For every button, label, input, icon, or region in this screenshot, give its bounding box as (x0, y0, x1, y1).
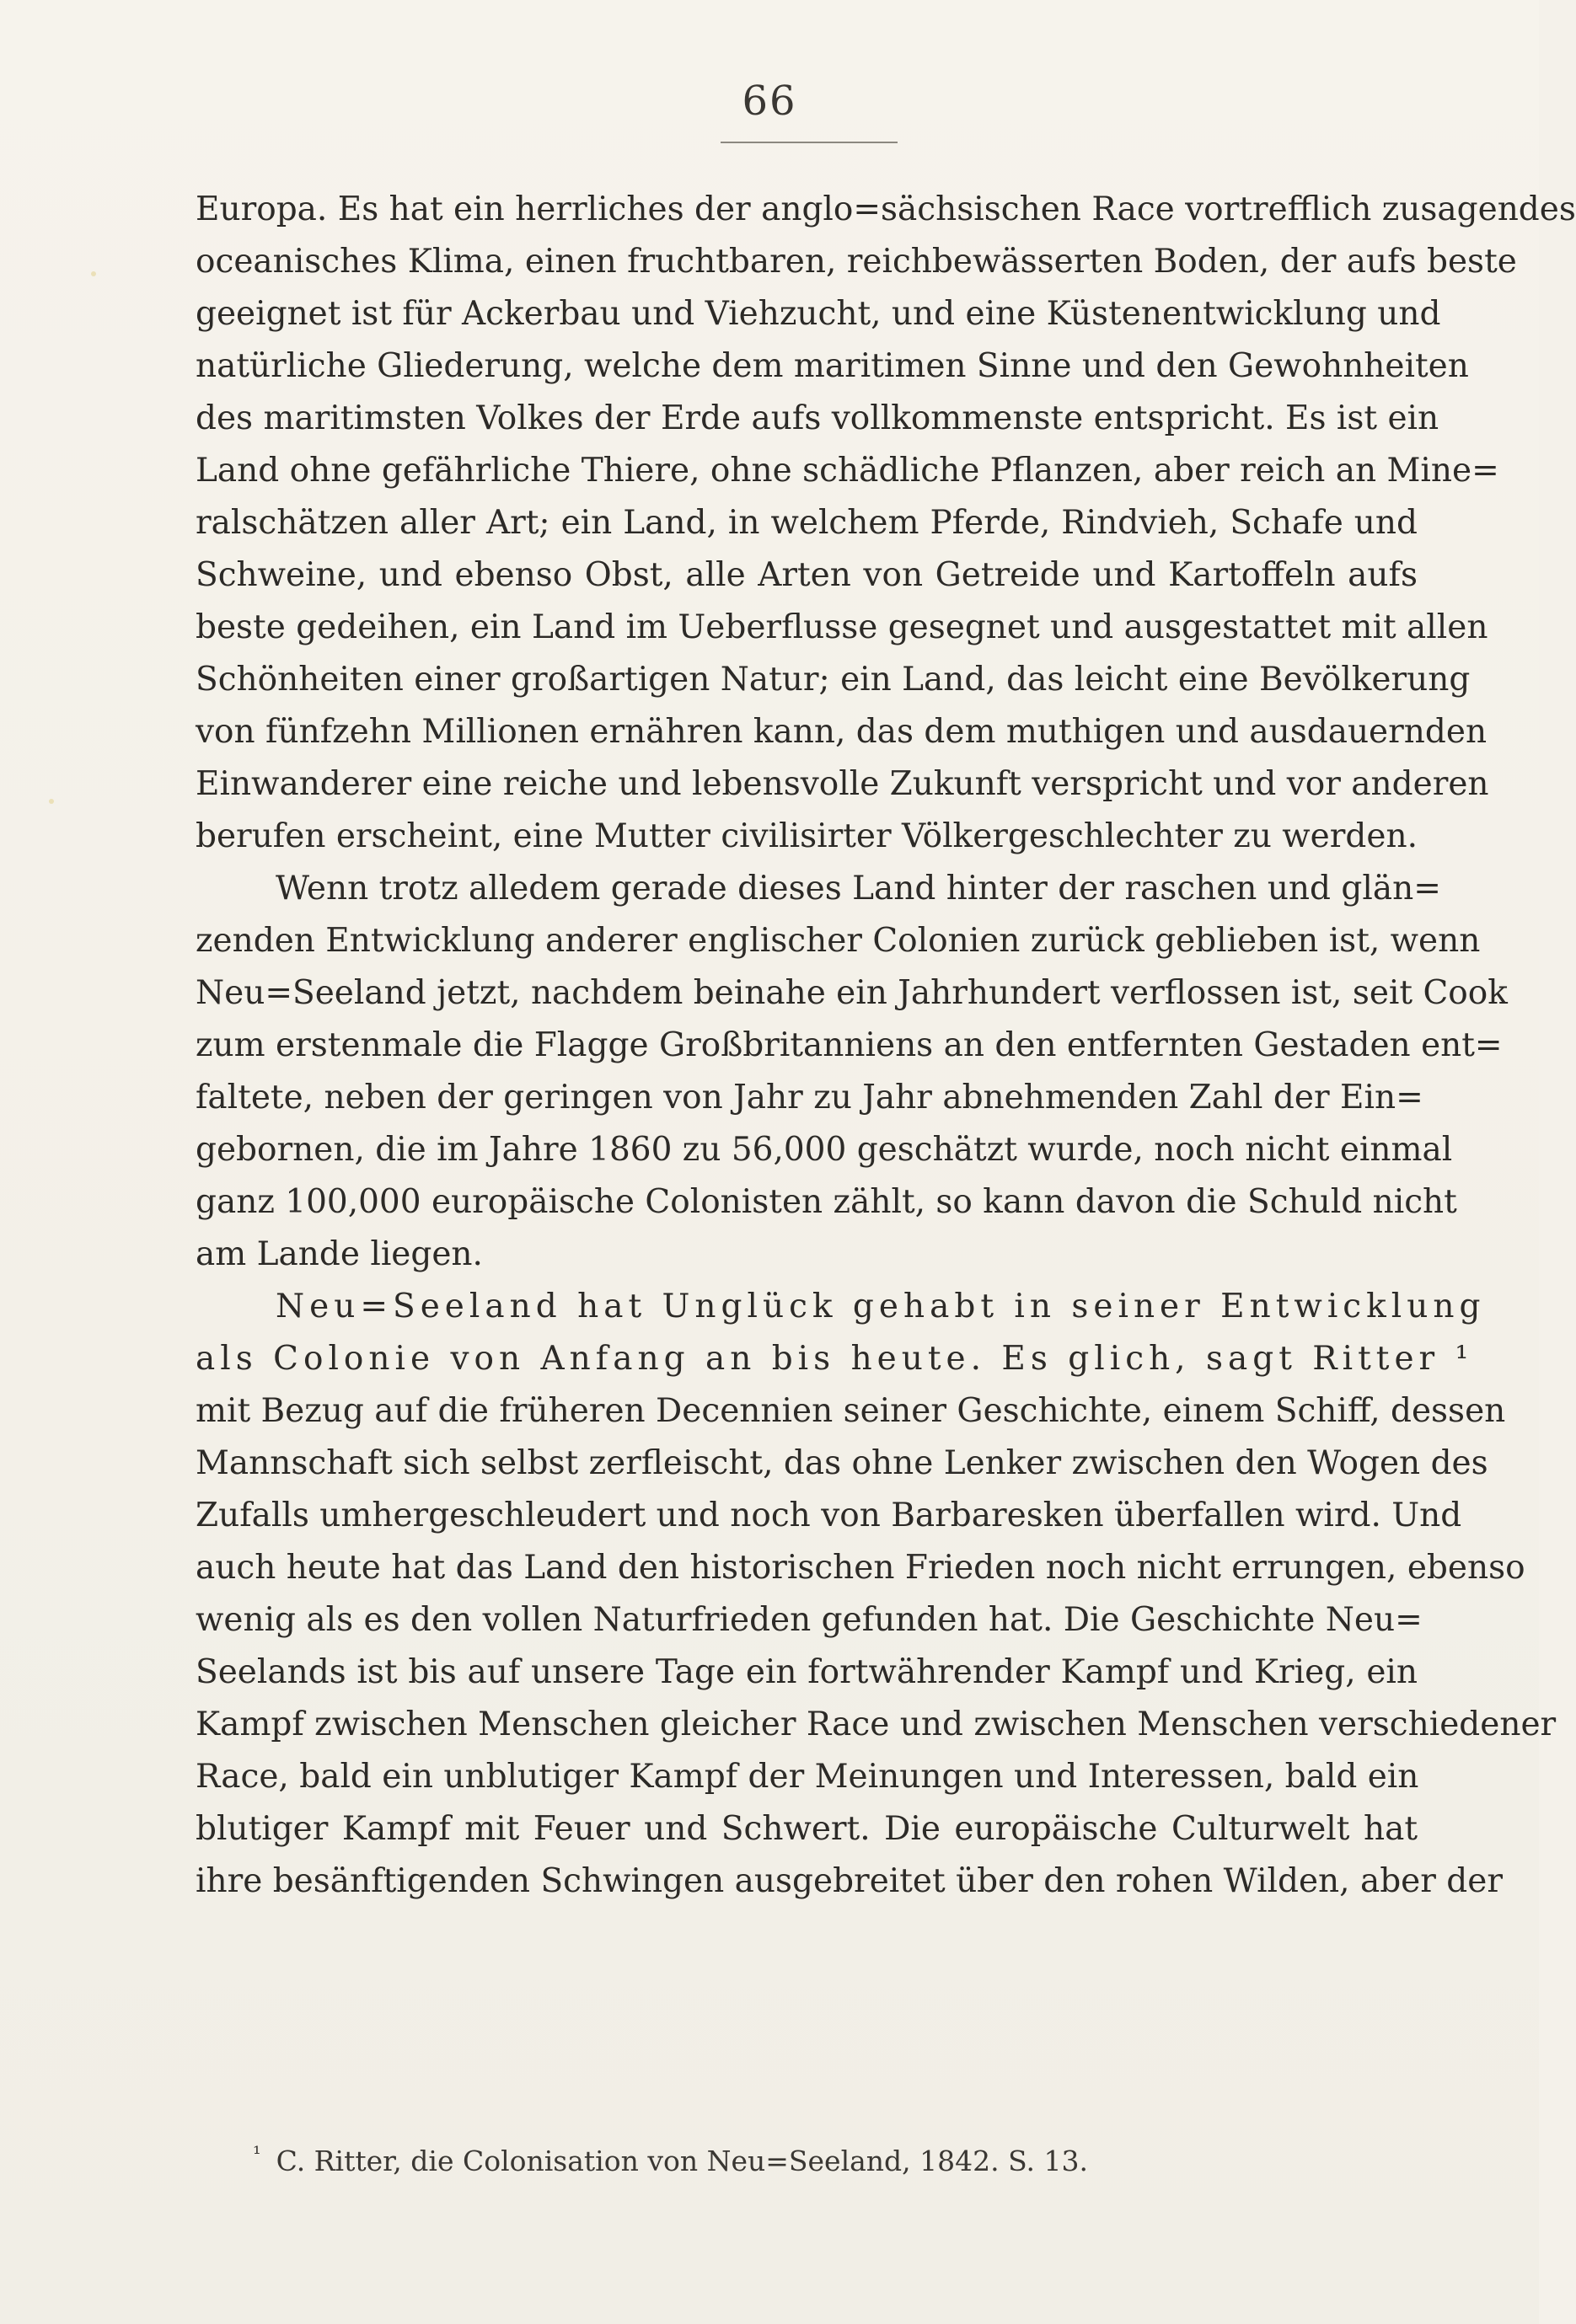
text-line: Europa. Es hat ein herrliches der anglo=sächsischen Race vortrefflich zusagendes (196, 190, 1576, 228)
text-line: ganz 100,000 europäische Colonisten zählt, so kann davon die Schuld nicht (196, 1183, 1457, 1221)
text-line: natürliche Gliederung, welche dem maritimen Sinne und den Gewohnheiten (196, 347, 1469, 385)
text-line: oceanisches Klima, einen fruchtbaren, reichbewässerten Boden, der aufs beste (196, 243, 1517, 281)
text-line: zum erstenmale die Flagge Großbritanniens an den entfernten Gestaden ent= (196, 1026, 1503, 1064)
text-line: von fünfzehn Millionen ernähren kann, das dem muthigen und ausdauernden (196, 713, 1488, 751)
text-line: blutiger Kampf mit Feuer und Schwert. Die europäische Culturwelt hat (196, 1810, 1418, 1848)
text-line: Seelands ist bis auf unsere Tage ein fortwährender Kampf und Krieg, ein (196, 1653, 1418, 1691)
text-line: gebornen, die im Jahre 1860 zu 56,000 geschätzt wurde, noch nicht einmal (196, 1131, 1453, 1169)
paragraph (196, 1281, 1557, 1908)
text-line: Schweine, und ebenso Obst, alle Arten von Getreide und Kartoffeln aufs (196, 556, 1418, 594)
text-line: zenden Entwicklung anderer englischer Colonien zurück geblieben ist, wenn (196, 922, 1481, 960)
paragraph (196, 863, 1508, 1281)
text-line: Race, bald ein unblutiger Kampf der Meinungen und Interessen, bald ein (196, 1758, 1419, 1796)
text-line: Einwanderer eine reiche und lebensvolle Zukunft verspricht und vor anderen (196, 765, 1489, 803)
text-line: Kampf zwischen Menschen gleicher Race und zwischen Menschen verschiedener (196, 1706, 1557, 1743)
paper-speck (49, 799, 54, 804)
text-line: beste gedeihen, ein Land im Ueberflusse gesegnet und ausgestattet mit allen (196, 608, 1488, 646)
text-line: wenig als es den vollen Naturfrieden gefunden hat. Die Geschichte Neu= (196, 1601, 1423, 1639)
text-line: ihre besänftigenden Schwingen ausgebreitet über den rohen Wilden, aber der (196, 1862, 1503, 1900)
text-line: Neu=Seeland hat Unglück gehabt in seiner Entwicklung (276, 1288, 1486, 1325)
text-line: faltete, neben der geringen von Jahr zu Jahr abnehmenden Zahl der Ein= (196, 1079, 1423, 1116)
text-line: Mannschaft sich selbst zerfleischt, das ohne Lenker zwischen den Wogen des (196, 1444, 1488, 1482)
text-line: Wenn trotz alledem gerade dieses Land hinter der raschen und glän= (276, 870, 1441, 908)
text-line: Land ohne gefährliche Thiere, ohne schädliche Pflanzen, aber reich an Mine= (196, 452, 1499, 490)
header-rule (721, 142, 898, 143)
text-line: Schönheiten einer großartigen Natur; ein Land, das leicht eine Bevölkerung (196, 661, 1471, 699)
text-line: Neu=Seeland jetzt, nachdem beinahe ein Jahrhundert verflossen ist, seit Cook (196, 974, 1508, 1012)
text-line: Zufalls umhergeschleudert und noch von Barbaresken überfallen wird. Und (196, 1497, 1462, 1534)
text-line: des maritimsten Volkes der Erde aufs vollkommenste entspricht. Es ist ein (196, 399, 1439, 437)
text-line: ralschätzen aller Art; ein Land, in welchem Pferde, Rindvieh, Schafe und (196, 504, 1418, 542)
text-line: am Lande liegen. (196, 1235, 483, 1273)
text-line: als Colonie von Anfang an bis heute. Es glich, sagt Ritter ¹ (196, 1340, 1474, 1378)
footnote-marker: ¹ (253, 2142, 261, 2166)
page-number: 66 (742, 78, 797, 125)
paragraph (196, 184, 1576, 863)
text-line: auch heute hat das Land den historischen Frieden noch nicht errungen, ebenso (196, 1549, 1525, 1587)
text-line: geeignet ist für Ackerbau und Viehzucht, und eine Küstenentwicklung und (196, 295, 1441, 333)
footnote (253, 2134, 1391, 2182)
footnote-text: C. Ritter, die Colonisation von Neu=Seeland, 1842. S. 13. (276, 2145, 1089, 2177)
text-line: mit Bezug auf die früheren Decennien seiner Geschichte, einem Schiff, dessen (196, 1392, 1506, 1430)
text-line: berufen erscheint, eine Mutter civilisirter Völkergeschlechter zu werden. (196, 817, 1418, 855)
body-text (196, 184, 1576, 1908)
paper-speck (91, 271, 96, 276)
